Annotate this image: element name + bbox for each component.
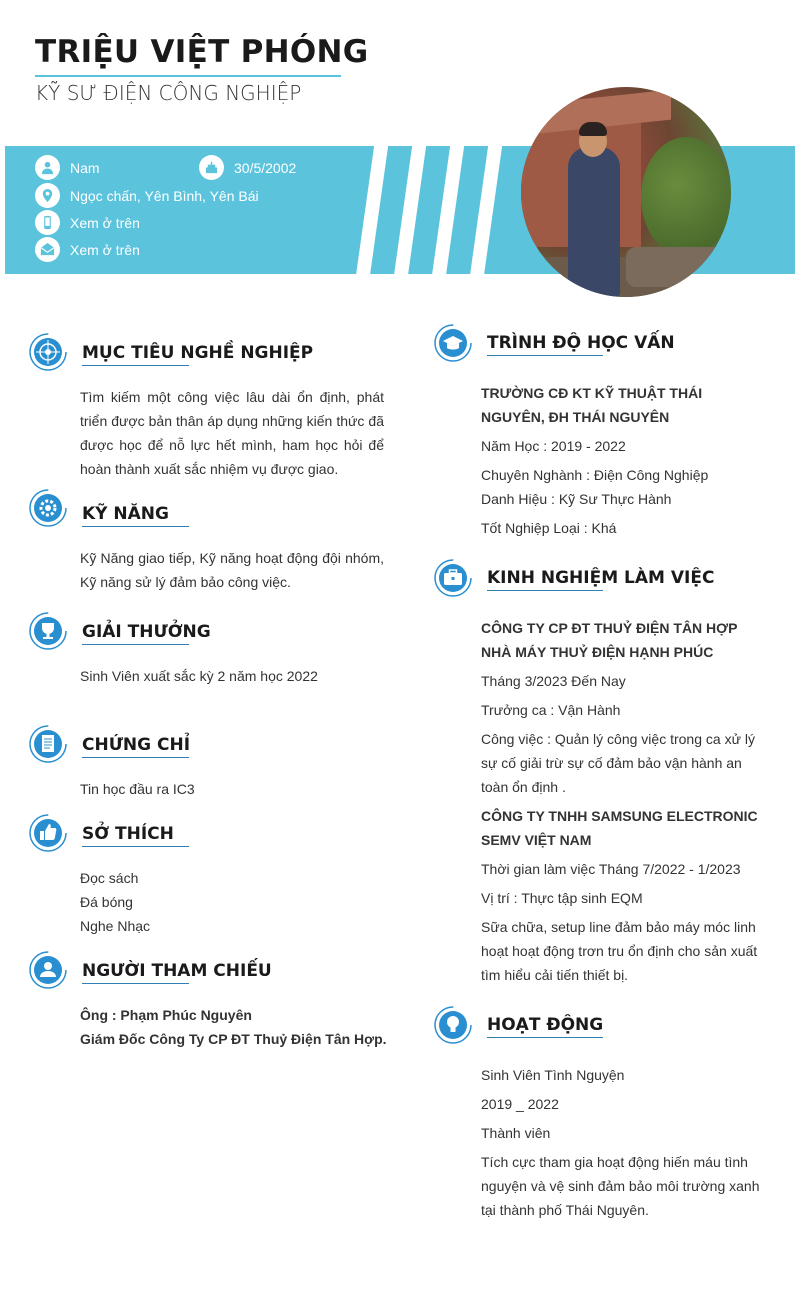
contact-address [35, 183, 259, 208]
activity-description: Tích cực tham gia hoạt động hiến máu tình nguyện và vệ sinh đảm bảo môi trường xanh tại thành phố Thái Nguyên. [481, 1154, 760, 1218]
phone-icon [35, 210, 60, 235]
education-grade: Tốt Nghiệp Loại : Khá [481, 520, 617, 536]
lightbulb-icon [433, 1005, 473, 1045]
target-icon [28, 332, 68, 372]
job-period: Tháng 3/2023 Đến Nay [481, 673, 626, 689]
contact-gender [35, 155, 100, 180]
hobby-item: Đọc sách [80, 870, 139, 886]
skills-title: KỸ NĂNG [82, 504, 189, 527]
awards-text: Sinh Viên xuất sắc kỳ 2 năm học 2022 [80, 668, 318, 684]
reference-position: Giám Đốc Công Ty CP ĐT Thuỷ Điện Tân Hợp. [80, 1031, 387, 1047]
name-underline [35, 75, 341, 77]
activity-role: Thành viên [481, 1125, 551, 1141]
certificate-icon [28, 724, 68, 764]
experience-title: KINH NGHIỆM LÀM VIỆC [487, 568, 603, 591]
birthday-value: 30/5/2002 [234, 159, 297, 176]
skills-text: Kỹ Năng giao tiếp, Kỹ năng hoạt động đội nhóm, Kỹ năng sử lý đảm bảo công việc. [80, 550, 384, 590]
reference-person-icon [28, 950, 68, 990]
gender-value: Nam [70, 159, 100, 176]
cake-icon [199, 155, 224, 180]
activities-title: HOẠT ĐỘNG [487, 1015, 603, 1038]
references-block [80, 1003, 400, 1051]
band-stripe [430, 146, 465, 274]
band-stripe [392, 146, 427, 274]
job-description: Sữa chữa, setup line đảm bảo máy móc linh hoạt hoạt động trơn tru ổn định cho sản xuất tìm hiểu cải tiến thiết bị. [481, 919, 758, 983]
job-description: Công việc : Quản lý công việc trong ca xử lý sự cố giải trừ sự cố đảm bảo vận hành an toàn ổn định . [481, 731, 755, 795]
job-role: Trưởng ca : Vận Hành [481, 702, 621, 718]
email-value: Xem ở trên [70, 241, 140, 258]
job-title: KỸ SƯ ĐIỆN CÔNG NGHIỆP [35, 81, 302, 105]
contact-email [35, 237, 140, 262]
certificates-title: CHỨNG CHỈ [82, 735, 189, 758]
education-school: TRƯỜNG CĐ KT KỸ THUẬT THÁI NGUYÊN, ĐH THÁI NGUYÊN [481, 385, 703, 425]
awards-title: GIẢI THƯỞNG [82, 622, 189, 645]
objective-title: MỤC TIÊU NGHỀ NGHIỆP [82, 343, 189, 366]
hobby-item: Đá bóng [80, 894, 133, 910]
location-pin-icon [35, 183, 60, 208]
education-years: Năm Học : 2019 - 2022 [481, 438, 626, 454]
band-stripe [354, 146, 389, 274]
job-company: CÔNG TY TNHH SAMSUNG ELECTRONIC SEMV VIỆT NAM [481, 808, 758, 848]
trophy-icon [28, 611, 68, 651]
person-icon [35, 155, 60, 180]
education-major: Chuyên Nghành : Điện Công Nghiệp [481, 467, 709, 483]
graduation-cap-icon [433, 323, 473, 363]
activity-period: 2019 _ 2022 [481, 1096, 559, 1112]
briefcase-icon [433, 558, 473, 598]
references-title: NGƯỜI THAM CHIẾU [82, 961, 189, 984]
objective-text: Tìm kiếm một công việc lâu dài ổn định, phát triển được bản thân áp dụng những kiến thức đã được học để nỗ lực hết mình, ham học hỏi để hoàn thành xuất sắc nhiệm vụ được giao. [80, 389, 384, 477]
contact-phone [35, 210, 140, 235]
reference-name: Ông : Phạm Phúc Nguyên [80, 1007, 252, 1023]
activity-name: Sinh Viên Tình Nguyện [481, 1067, 625, 1083]
hobby-item: Nghe Nhạc [80, 918, 151, 934]
job-period: Thời gian làm việc Tháng 7/2022 - 1/2023 [481, 861, 741, 877]
hobbies-title: SỞ THÍCH [82, 824, 189, 847]
certificates-text: Tin học đầu ra IC3 [80, 781, 195, 797]
address-value: Ngọc chấn, Yên Bình, Yên Bái [70, 187, 259, 204]
job-role: Vị trí : Thực tập sinh EQM [481, 890, 643, 906]
candidate-name: TRIỆU VIỆT PHÓNG [35, 34, 369, 70]
phone-value: Xem ở trên [70, 214, 140, 231]
profile-photo [521, 87, 731, 297]
gear-icon [28, 488, 68, 528]
hobbies-list [80, 866, 384, 938]
job-company: CÔNG TY CP ĐT THUỶ ĐIỆN TÂN HỢP NHÀ MÁY THUỶ ĐIỆN HẠNH PHÚC [481, 620, 738, 660]
band-stripe [468, 146, 503, 274]
contact-birthday [199, 155, 296, 180]
education-degree: Danh Hiệu : Kỹ Sư Thực Hành [481, 491, 672, 507]
thumbs-up-icon [28, 813, 68, 853]
email-icon [35, 237, 60, 262]
education-title: TRÌNH ĐỘ HỌC VẤN [487, 333, 603, 356]
